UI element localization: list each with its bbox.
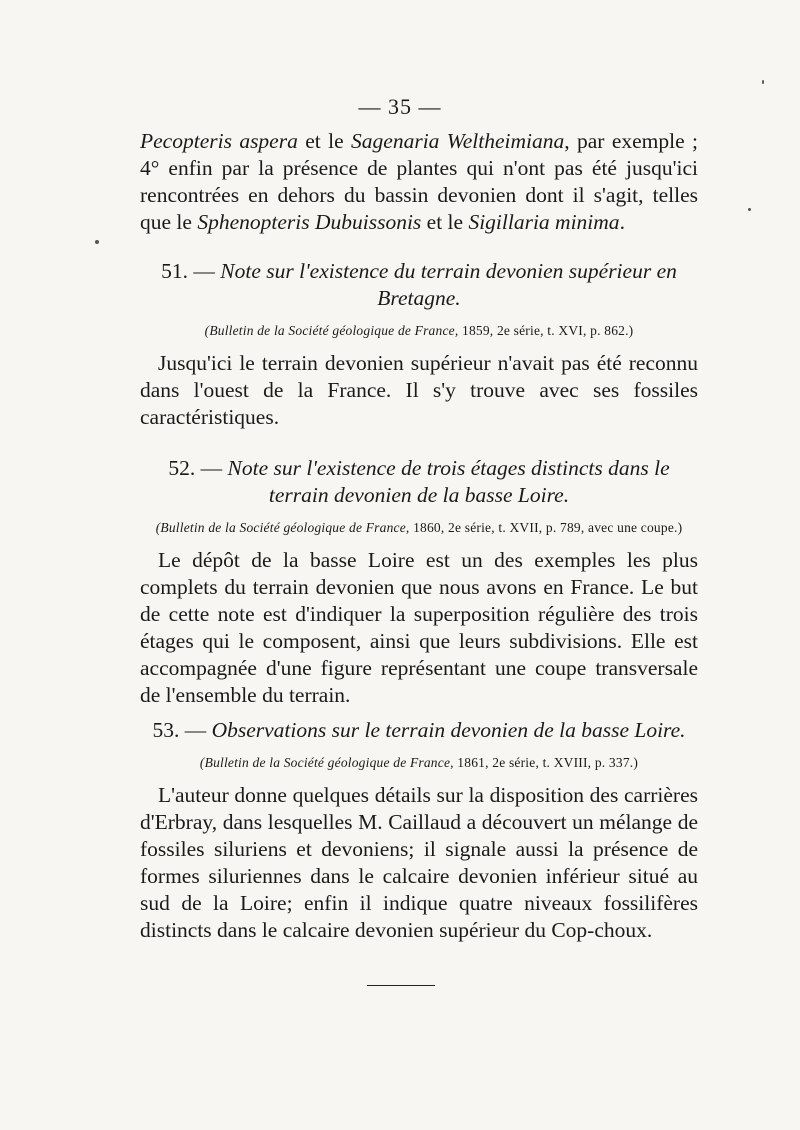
entry-text: L'auteur donne quelques détails sur la disposition des carrières d'Erbray, dans lesquelles M. Caillaud a découvert un mélange de fossiles siluriens et devoniens; il signale aussi la présence de formes siluriennes dans le calcaire devonien inférieur situé au sud de la Loire; enfin il indique quatre niveaux fossilifères distincts dans le calcaire devonien supérieur du Cop-choux. bbox=[140, 783, 698, 942]
intro-text: . bbox=[619, 210, 625, 234]
bulletin-details: 1861, 2e série, t. XVIII, p. 337.) bbox=[453, 755, 639, 770]
bulletin-journal: (Bulletin de la Société géologique de France, bbox=[199, 755, 454, 770]
bulletin-journal: (Bulletin de la Société géologique de France, bbox=[204, 323, 459, 338]
bulletin-reference bbox=[140, 753, 698, 773]
entry-title bbox=[140, 717, 698, 744]
entry-title-text: Observations sur le terrain devonien de la basse Loire. bbox=[211, 718, 686, 742]
intro-text: et le bbox=[297, 129, 352, 153]
bulletin-reference bbox=[140, 321, 698, 341]
bulletin-details: 1860, 2e série, t. XVII, p. 789, avec une coupe.) bbox=[409, 520, 683, 535]
bulletin-journal: (Bulletin de la Société géologique de France, bbox=[155, 520, 410, 535]
entry-text: Le dépôt de la basse Loire est un des exemples les plus complets du terrain devonien que nous avons en France. Le but de cette note est d'indiquer la superposition régulière des trois étages qui le composent, ainsi que leurs subdivisions. Elle est accompagnée d'une figure représentant une coupe transversale de l'ensemble du terrain. bbox=[140, 548, 698, 707]
scan-speck bbox=[762, 80, 764, 84]
entry-text: Jusqu'ici le terrain devonien supérieur n'avait pas été reconnu dans l'ouest de la France. Il s'y trouve avec ses fossiles caractéristiques. bbox=[140, 351, 698, 429]
entry-number: 51. — bbox=[161, 259, 215, 283]
end-rule bbox=[367, 985, 435, 986]
intro-paragraph bbox=[140, 128, 698, 236]
intro-text: et le bbox=[421, 210, 469, 234]
entry-title bbox=[140, 258, 698, 312]
intro-text: , par exemple ; 4° enfin par la présence de plantes qui n'ont pas été jusqu'ici rencontrées en dehors du bassin devonien dont il s'agit, telles que le bbox=[140, 129, 698, 234]
entry-51 bbox=[140, 258, 698, 431]
species-name: Sphenopteris Dubuissonis bbox=[197, 210, 422, 234]
entry-title-text: Note sur l'existence du terrain devonien supérieur en Bretagne. bbox=[220, 259, 677, 310]
bulletin-details: 1859, 2e série, t. XVI, p. 862.) bbox=[458, 323, 634, 338]
bulletin-reference bbox=[140, 518, 698, 538]
entry-title bbox=[140, 455, 698, 509]
scan-speck bbox=[95, 240, 99, 244]
entry-number: 52. — bbox=[168, 456, 223, 480]
species-name: Sigillaria minima bbox=[468, 210, 620, 234]
species-name: Pecopteris aspera bbox=[140, 129, 298, 153]
scan-speck bbox=[748, 208, 751, 211]
entry-title-text: Note sur l'existence de trois étages distincts dans le terrain devonien de la basse Loire. bbox=[227, 456, 670, 507]
page-number: — 35 — bbox=[358, 94, 442, 119]
entry-number: 53. — bbox=[152, 718, 207, 742]
entry-52 bbox=[140, 455, 698, 709]
species-name: Sagenaria Weltheimiana bbox=[351, 129, 565, 153]
entry-53 bbox=[140, 717, 698, 944]
